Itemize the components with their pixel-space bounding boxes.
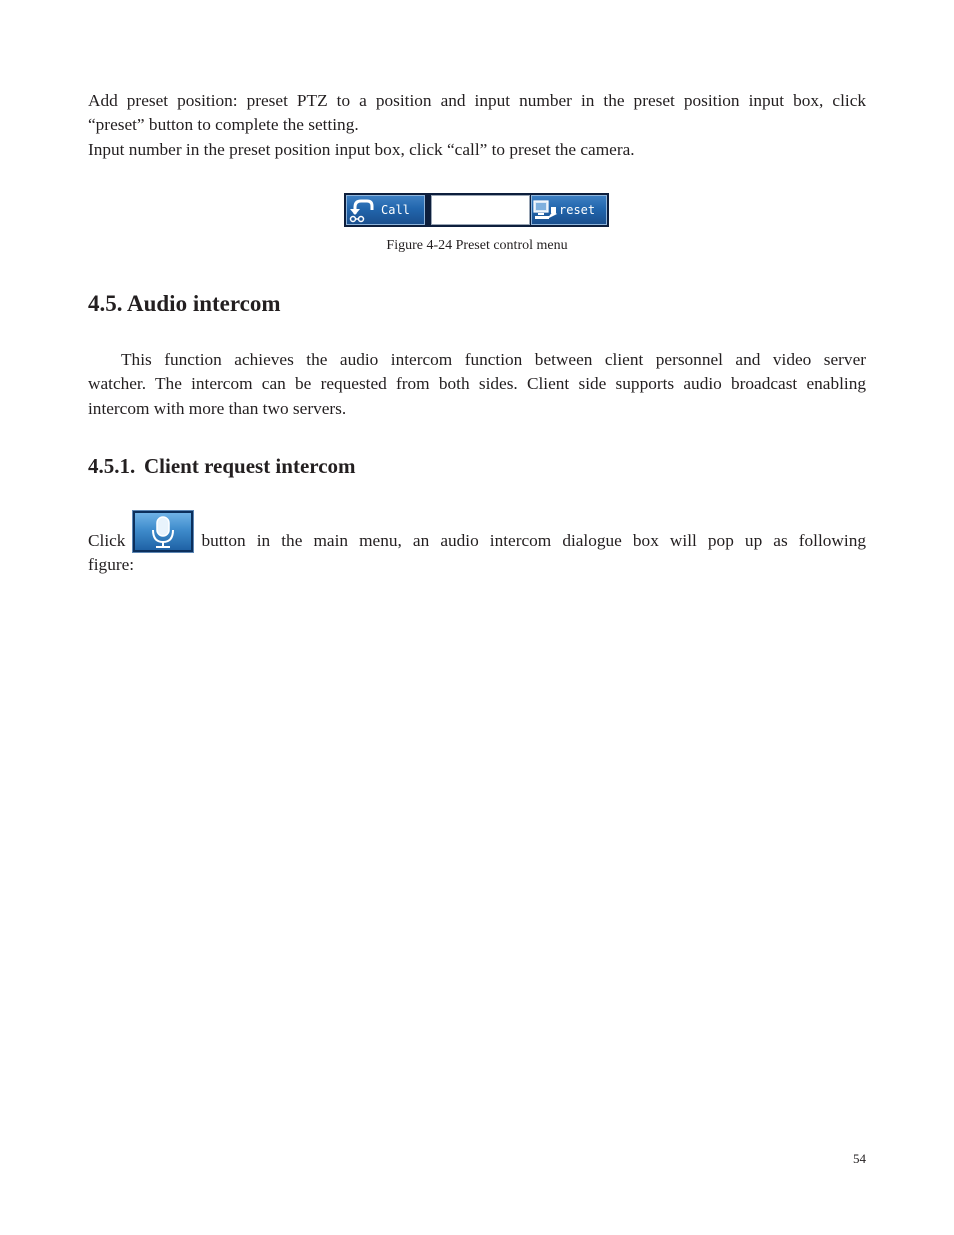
client-request-line-2: figure: xyxy=(88,555,135,574)
subsection-title: Client request intercom xyxy=(144,454,356,478)
preset-position-input[interactable] xyxy=(431,195,530,225)
intro-line-3: Input number in the preset position input box, click “call” to preset the camera. xyxy=(88,139,635,159)
subsection-heading xyxy=(88,453,356,479)
audio-line-3: intercom with more than two servers. xyxy=(88,398,347,418)
figure-caption: Figure 4-24 Preset control menu xyxy=(386,238,568,253)
preset-button-label: reset xyxy=(559,203,596,217)
audio-line-2: watcher. The intercom can be requested from both sides. Client side supports audio broadcast enabling xyxy=(88,374,866,394)
subsection-number: 4.5.1. xyxy=(88,454,136,478)
audio-intercom-button[interactable] xyxy=(132,510,194,553)
call-return-icon xyxy=(347,197,377,223)
page-number: 54 xyxy=(853,1151,866,1166)
audio-intercom-paragraph xyxy=(88,348,866,421)
intro-paragraph xyxy=(88,89,866,162)
intro-line-2: “preset” button to complete the setting. xyxy=(88,115,359,135)
client-request-paragraph xyxy=(88,510,866,577)
client-request-line-1 xyxy=(88,510,866,553)
call-button-label: Call xyxy=(381,203,410,217)
microphone-icon xyxy=(149,515,177,549)
after-button-text: button in the main menu, an audio intercom dialogue box will pop up as following xyxy=(201,531,866,550)
preset-button[interactable] xyxy=(531,195,607,225)
intro-line-1: Add preset position: preset PTZ to a position and input number in the preset position input box, click xyxy=(88,91,866,110)
preset-monitor-icon xyxy=(532,197,558,223)
call-button[interactable] xyxy=(346,195,425,225)
click-word: Click xyxy=(88,531,126,550)
audio-line-1: This function achieves the audio intercom function between client personnel and video server xyxy=(121,350,866,369)
preset-control-menu xyxy=(344,193,609,227)
section-heading-audio-intercom: 4.5. Audio intercom xyxy=(88,291,281,316)
